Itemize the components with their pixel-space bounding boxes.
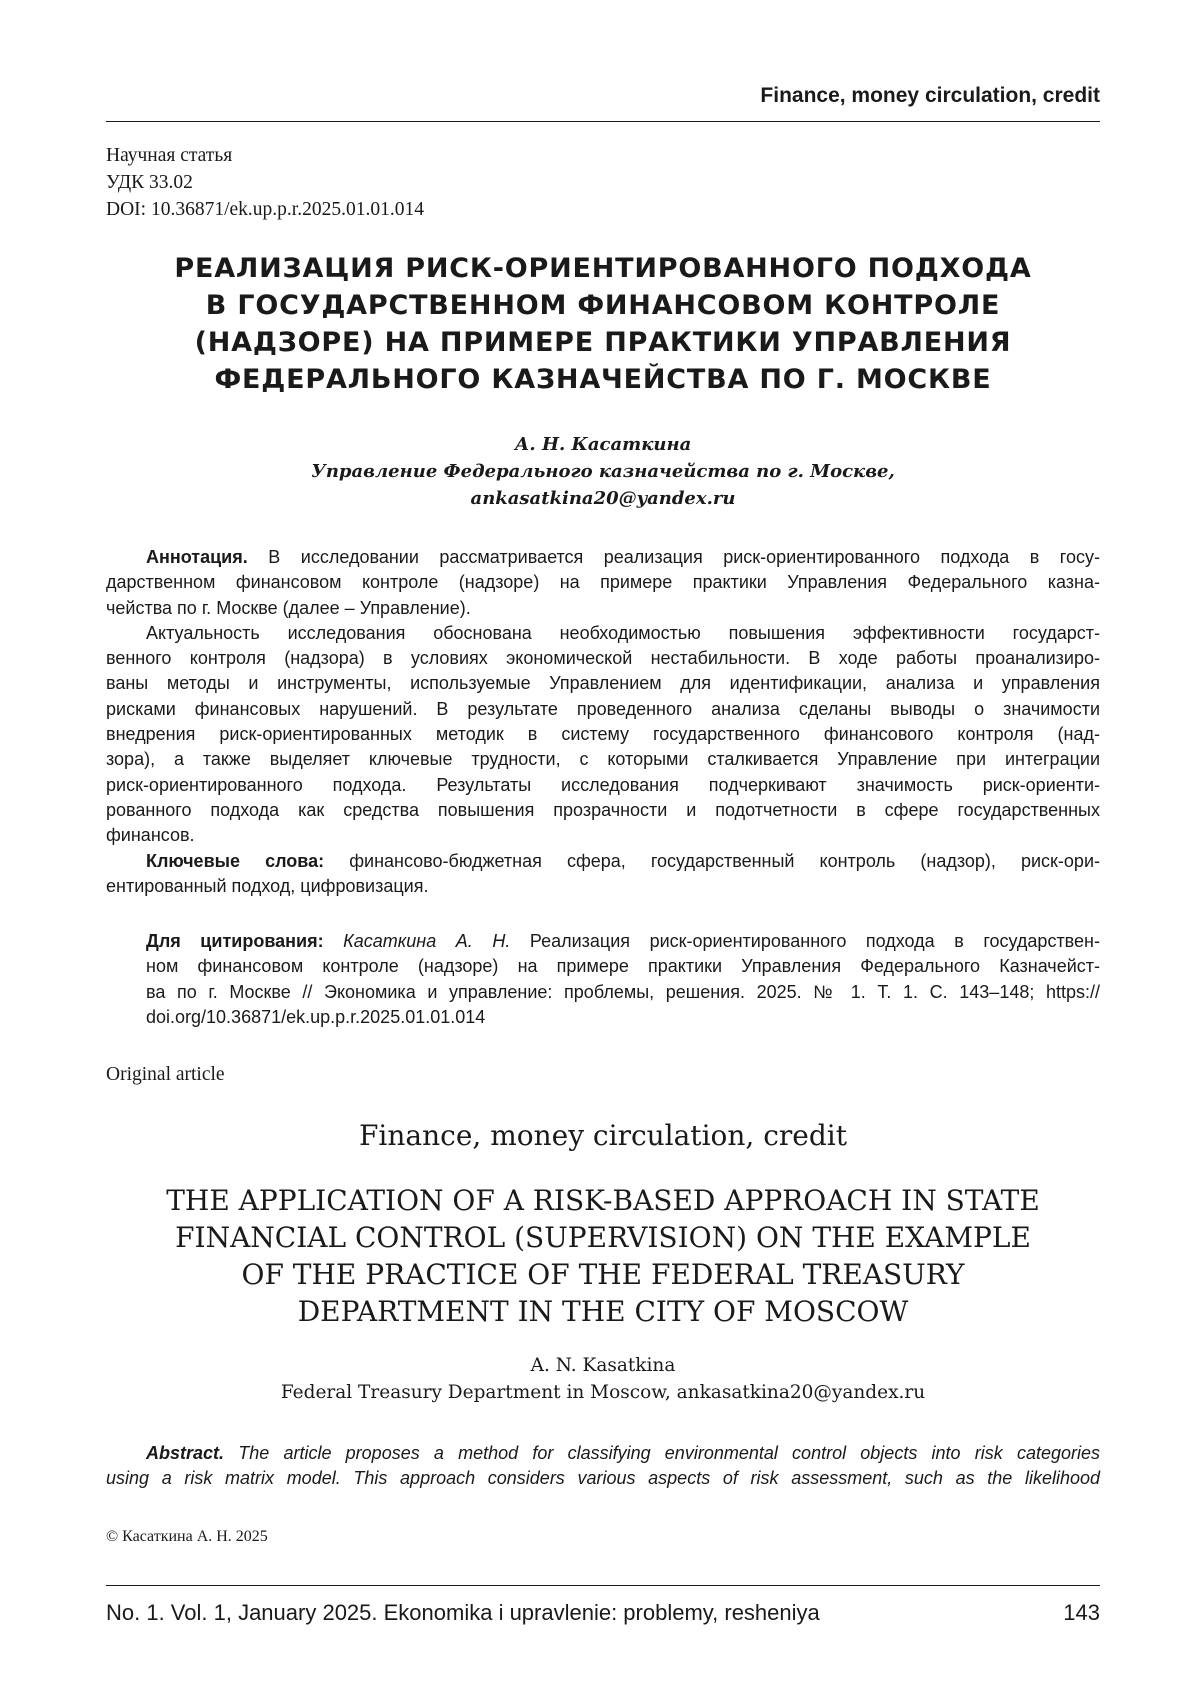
- abstract-en-line: using a risk matrix model. This approach considers various aspects of risk assessment, such as the likelihood: [106, 1468, 1100, 1489]
- udc-code: УДК 33.02: [106, 172, 193, 193]
- citation-line: doi.org/10.36871/ek.up.p.r.2025.01.01.014: [146, 1006, 486, 1027]
- title-en-line: THE APPLICATION OF A RISK-BASED APPROACH IN STATE: [166, 1184, 1040, 1217]
- title-ru-line: РЕАЛИЗАЦИЯ РИСК-ОРИЕНТИРОВАННОГО ПОДХОДА: [174, 253, 1032, 284]
- citation-line: ва по г. Москве // Экономика и управление: проблемы, решения. 2025. № 1. Т. 1. С. 143–148; https://: [146, 981, 1100, 1002]
- author-name-ru: А. Н. Касаткина: [514, 434, 692, 455]
- author-affiliation-ru: Управление Федерального казначейства по г. Москве,: [311, 461, 895, 482]
- section-title-en: Finance, money circulation, credit: [359, 1119, 847, 1152]
- abstract-ru-line: рованного подхода как средства повышения прозрачности и подотчетности в сфере государственных: [106, 799, 1100, 820]
- title-ru-line: (НАДЗОРЕ) НА ПРИМЕРЕ ПРАКТИКИ УПРАВЛЕНИЯ: [194, 327, 1012, 358]
- doi: DOI: 10.36871/ek.up.p.r.2025.01.01.014: [106, 199, 424, 220]
- abstract-ru-line: финансов.: [106, 825, 195, 846]
- keywords-label: Ключевые слова:: [146, 850, 325, 871]
- author-name-en: A. N. Kasatkina: [530, 1355, 676, 1376]
- article-type: Научная статья: [106, 145, 233, 166]
- page-number: 143: [1063, 1600, 1100, 1625]
- title-en-line: DEPARTMENT IN THE CITY OF MOSCOW: [297, 1295, 909, 1328]
- citation-block: [106, 929, 1100, 1030]
- abstract-ru-line: Актуальность исследования обоснована необходимостью повышения эффективности государст-: [146, 622, 1100, 643]
- citation-line: ном финансовом контроле (надзоре) на примере практики Управления Федерального Казначейст-: [146, 956, 1100, 977]
- original-article-label: Original article: [106, 1064, 225, 1085]
- author-affiliation-en: Federal Treasury Department in Moscow, ankasatkina20@yandex.ru: [280, 1382, 926, 1403]
- footer-journal: No. 1. Vol. 1, January 2025. Ekonomika i upravlenie: problemy, resheniya: [106, 1600, 820, 1625]
- abstract-ru-line: дарственном финансовом контроле (надзоре) на примере практики Управления Федерального казна-: [106, 572, 1100, 593]
- abstract-en: [106, 1441, 1100, 1492]
- citation-author: Касаткина А. Н.: [343, 931, 511, 951]
- abstract-en-line: Abstract. The article proposes a method for classifying environmental control objects into risk categories: [146, 1443, 1100, 1463]
- author-block-ru: [106, 431, 1100, 512]
- keywords-line: Ключевые слова: финансово-бюджетная сфера, государственный контроль (надзор), риск-ори-: [146, 850, 1100, 871]
- abstract-ru-line: венного контроля (надзора) в условиях экономической нестабильности. В ходе работы проанализиро-: [106, 648, 1100, 669]
- author-email-ru: ankasatkina20@yandex.ru: [470, 488, 736, 509]
- abstract-en-label: Abstract.: [146, 1443, 225, 1463]
- title-ru: [106, 250, 1100, 398]
- title-en-line: FINANCIAL CONTROL (SUPERVISION) ON THE EXAMPLE: [175, 1221, 1031, 1254]
- abstract-ru-label: Аннотация.: [146, 547, 248, 567]
- author-block-en: [106, 1352, 1100, 1406]
- title-ru-line: ФЕДЕРАЛЬНОГО КАЗНАЧЕЙСТВА ПО Г. МОСКВЕ: [214, 364, 992, 395]
- abstract-ru: [106, 545, 1100, 899]
- abstract-ru-line: чейства по г. Москве (далее – Управление).: [106, 597, 471, 618]
- title-en: [106, 1182, 1100, 1330]
- abstract-ru-line: риск-ориентированного подхода. Результаты исследования подчеркивают значимость риск-ориенти-: [106, 774, 1100, 795]
- abstract-ru-line: рисками финансовых нарушений. В результате проведенного анализа сделаны выводы о значимости: [106, 698, 1100, 719]
- abstract-ru-line: Аннотация. В исследовании рассматривается реализация риск-ориентированного подхода в госу-: [146, 547, 1100, 567]
- header-rule: [106, 121, 1100, 122]
- running-head: Finance, money circulation, credit: [760, 84, 1100, 107]
- citation-label: Для цитирования:: [146, 931, 324, 951]
- copyright-notice: © Касаткина А. Н. 2025: [106, 1528, 268, 1545]
- citation-line: Для цитирования: Касаткина А. Н. Реализация риск-ориентированного подхода в государствен-: [146, 931, 1100, 951]
- abstract-ru-line: внедрения риск-ориентированных методик в систему государственного финансового контроля (над-: [106, 724, 1100, 745]
- article-meta: [106, 142, 424, 223]
- title-en-line: OF THE PRACTICE OF THE FEDERAL TREASURY: [241, 1258, 965, 1291]
- keywords-line: ентированный подход, цифровизация.: [106, 875, 429, 896]
- title-ru-line: В ГОСУДАРСТВЕННОМ ФИНАНСОВОМ КОНТРОЛЕ: [205, 290, 1001, 321]
- abstract-ru-line: зора), а также выделяет ключевые трудности, с которыми сталкивается Управление при интеграции: [106, 749, 1100, 770]
- abstract-ru-line: ваны методы и инструменты, используемые Управлением для идентификации, анализа и управления: [106, 673, 1100, 694]
- footer-rule: [106, 1585, 1100, 1586]
